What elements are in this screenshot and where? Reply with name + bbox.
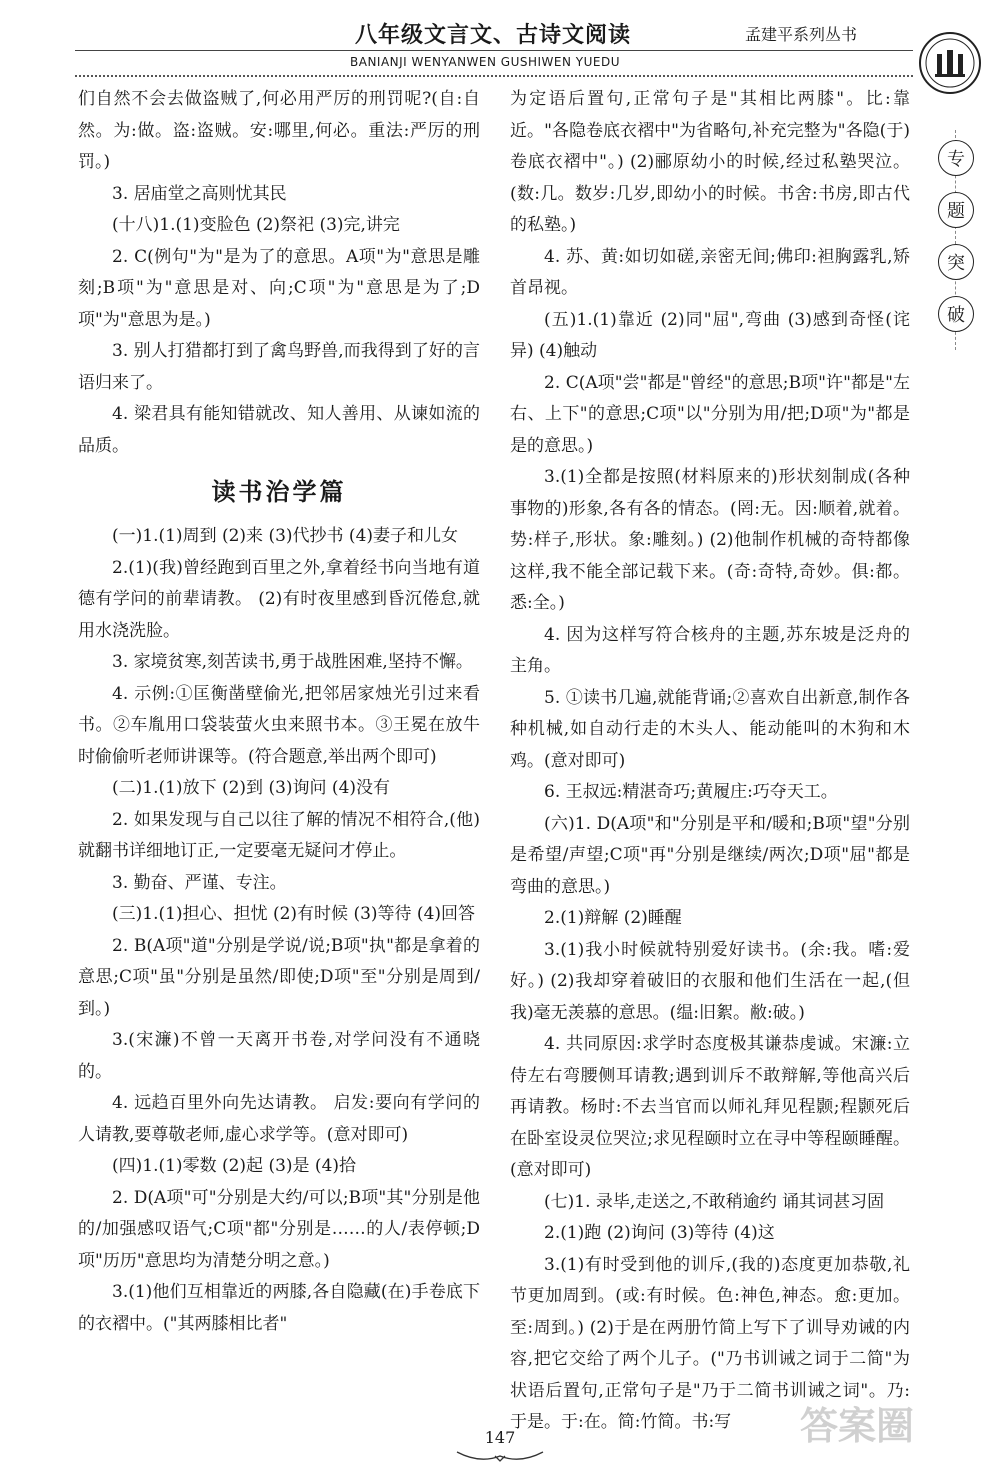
- series-name: 孟建平系列丛书: [745, 25, 858, 44]
- header-rule: [75, 50, 913, 51]
- answer-paragraph: 3.(1)他们互相靠近的两膝,各自隐藏(在)手卷底下的衣褶中。("其两膝相比者": [78, 1282, 480, 1334]
- answer-paragraph: 3. 家境贫寒,刻苦读书,勇于战胜困难,坚持不懈。: [112, 652, 473, 672]
- answer-paragraph: 5. ①读书几遍,就能背诵;②喜欢自出新意,制作各种机械,如自动行走的木头人、能动能叫的木狗和木鸡。(意对即可): [510, 687, 910, 771]
- answer-paragraph: 2.(1)(我)曾经跑到百里之外,拿着经书向当地有道德有学问的前辈请教。 (2)有时夜里感到昏沉倦怠,就用水浇洗脸。: [78, 557, 480, 641]
- publisher-logo-icon: [917, 30, 983, 96]
- watermark: 答案圈: [800, 1404, 915, 1448]
- answer-paragraph: 4. 苏、黄:如切如磋,亲密无间;佛印:袒胸露乳,矫首昂视。: [510, 246, 910, 298]
- answer-paragraph: 3. 居庙堂之高则忧其民: [112, 183, 287, 204]
- answer-paragraph: 4. 示例:①匡衡凿壁偷光,把邻居家烛光引过来看书。②车胤用口袋装萤火虫来照书本。③王冕在放牛时偷偷听老师讲课等。(符合题意,举出两个即可): [78, 683, 480, 767]
- answer-paragraph: 4. 远趋百里外向先达请教。 启发:要向有学问的人请教,要尊敬老师,虚心求学等。(意对即可): [78, 1093, 480, 1145]
- answer-paragraph: 们自然不会去做盗贼了,何必用严厉的刑罚呢?(自:自然。为:做。盗:盗贼。安:哪里,何必。重法:严厉的刑罚。): [78, 89, 480, 172]
- section-heading: 读书治学篇: [211, 478, 347, 506]
- left-column: [78, 84, 480, 1340]
- answer-paragraph: (十八)1.(1)变脸色 (2)祭祀 (3)完,讲完: [112, 215, 400, 235]
- side-tab-3: 突: [938, 244, 974, 280]
- answer-paragraph: 2. C(例句"为"是为了的意思。A项"为"意思是雕刻;B项"为"意思是对、向;C项"为"意思是为了;D项"为"意思为是。): [78, 246, 480, 330]
- page-number: 147: [484, 1428, 516, 1447]
- answer-paragraph: 2. D(A项"可"分别是大约/可以;B项"其"分别是他的/加强感叹语气;C项"都"分别是……的人/表停顿;D项"历历"意思均为清楚分明之意。): [78, 1187, 480, 1271]
- answer-paragraph: (七)1. 录毕,走送之,不敢稍逾约 诵其词甚习固: [544, 1191, 885, 1212]
- answer-paragraph: 2. C(A项"尝"都是"曾经"的意思;B项"许"都是"左右、上下"的意思;C项"以"分别为用/把;D项"为"都是是的意思。): [510, 372, 910, 456]
- answer-paragraph: 3.(1)全都是按照(材料原来的)形状刻制成(各种事物的)形象,各有各的情态。(罔:无。因:顺着,就着。势:样子,形状。象:雕刻。) (2)他制作机械的奇特都像这样,我不能全部记载下来。(奇:奇特,奇妙。俱:都。悉:全。): [510, 467, 910, 613]
- side-tab-2: 题: [938, 192, 974, 228]
- answer-paragraph: 4. 共同原因:求学时态度极其谦恭虔诚。宋濂:立侍左右弯腰侧耳请教;遇到训斥不敢辩解,等他高兴后再请教。杨时:不去当官而以师礼拜见程颢;程颢死后在卧室设灵位哭泣;求见程颐时立在寻中等程颐睡醒。(意对即可): [510, 1034, 910, 1180]
- answer-paragraph: 2.(1)辩解 (2)睡醒: [544, 908, 682, 928]
- answer-paragraph: 3. 勤奋、严谨、专注。: [112, 872, 287, 893]
- answer-paragraph: (二)1.(1)放下 (2)到 (3)询问 (4)没有: [112, 778, 391, 798]
- answer-paragraph: 3. 别人打猎都打到了禽鸟野兽,而我得到了好的言语归来了。: [78, 341, 480, 393]
- right-column: [510, 84, 910, 1439]
- book-title: 八年级文言文、古诗文阅读: [355, 22, 632, 48]
- answer-paragraph: 为定语后置句,正常句子是"其相比两膝"。比:靠近。"各隐卷底衣褶中"为省略句,补充完整为"各隐(于)卷底衣褶中"。) (2)郦原幼小的时候,经过私塾哭泣。(数:几。数岁:几岁,即幼小的时候。书舍:书房,即古代的私塾。): [510, 89, 910, 235]
- side-tabs: [932, 140, 980, 348]
- answer-paragraph: 2. 如果发现与自己以往了解的情况不相符合,(他)就翻书详细地订正,一定要毫无疑问才停止。: [78, 809, 480, 861]
- answer-paragraph: (六)1. D(A项"和"分别是平和/暖和;B项"望"分别是希望/声望;C项"再"分别是继续/两次;D项"屈"都是弯曲的意思。): [510, 813, 910, 897]
- answer-paragraph: (四)1.(1)零数 (2)起 (3)是 (4)拾: [112, 1156, 357, 1176]
- book-title-pinyin: BANIANJI WENYANWEN GUSHIWEN YUEDU: [350, 55, 620, 69]
- answer-paragraph: (五)1.(1)靠近 (2)同"屈",弯曲 (3)感到奇怪(诧异) (4)触动: [510, 309, 910, 361]
- answer-paragraph: (三)1.(1)担心、担忧 (2)有时候 (3)等待 (4)回答: [112, 904, 476, 924]
- side-tab-4: 破: [938, 296, 974, 332]
- answer-paragraph: 3.(1)我小时候就特别爱好读书。(余:我。嗜:爱好。) (2)我却穿着破旧的衣服和他们生活在一起,(但我)毫无羡慕的意思。(缊:旧絮。敝:破。): [510, 939, 910, 1023]
- answer-paragraph: 3.(1)有时受到他的训斥,(我的)态度更加恭敬,礼节更加周到。(或:有时候。色:神色,神态。愈:更加。至:周到。) (2)于是在两册竹简上写下了训导劝诫的内容,把它交给了两个儿子。("乃书训诫之词于二简"为状语后置句,正常句子是"乃于二简书训诫之词"。乃:于是。于:在。简:竹简。书:写: [510, 1254, 910, 1432]
- answer-paragraph: 2.(1)跑 (2)询问 (3)等待 (4)这: [544, 1223, 775, 1243]
- answer-paragraph: 6. 王叔远:精湛奇巧;黄履庄:巧夺天工。: [544, 782, 838, 802]
- answer-paragraph: 4. 因为这样写符合核舟的主题,苏东坡是泛舟的主角。: [510, 624, 910, 676]
- page-header: [0, 0, 1000, 90]
- side-tab-1: 专: [938, 140, 974, 176]
- footer-ornament-icon: [455, 1448, 545, 1464]
- answer-paragraph: (一)1.(1)周到 (2)来 (3)代抄书 (4)妻子和儿女: [112, 526, 459, 546]
- answer-paragraph: 4. 梁君具有能知错就改、知人善用、从谏如流的品质。: [78, 404, 480, 456]
- answer-paragraph: 2. B(A项"道"分别是学说/说;B项"执"都是拿着的意思;C项"虽"分别是虽然/即使;D项"至"分别是周到/到。): [78, 935, 480, 1019]
- header-dotted-rule: [75, 75, 913, 77]
- answer-paragraph: 3.(宋濂)不曾一天离开书卷,对学问没有不通晓的。: [78, 1030, 480, 1082]
